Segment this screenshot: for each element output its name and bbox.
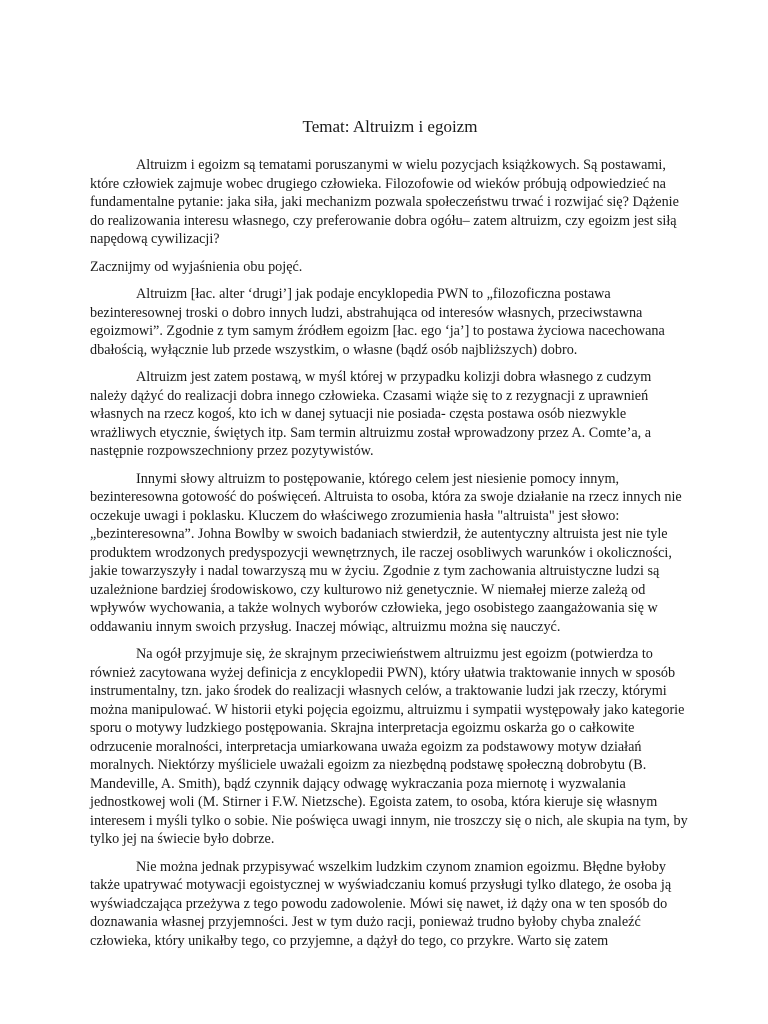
paragraph-altruism-selflessness: Innymi słowy altruizm to postępowanie, którego celem jest niesienie pomocy innym, bezinteresowna gotowość do poświęceń. Altruista to osoba, która za swoje działanie na rzecz innych nie oczekuje uwagi i poklasku. Kluczem do właściwego zrozumienia hasła "altruista" jest słowo: „bezinteresowna”. Johna Bowlby w swoich badaniach stwierdził, że autentyczny altruista jest nie tyle produktem wrodzonych predyspozycji wewnętrznych, ile raczej osobliwych warunków i okoliczności, jakie towarzyszyły i nadal towarzyszą mu w życiu. Zgodnie z tym zachowania altruistyczne ludzi są uzależnione bardziej środowiskowo, czy kulturowo niż genetycznie. W niemałej mierze zależą od wpływów wychowania, a także wolnych wyborów człowieka, jego osobistego zaangażowania się w oddawaniu innym swoich przysług. Inaczej mówiąc, altruizmu można się nauczyć. <box>90 470 682 635</box>
document-title: Temat: Altruizm i egoizm <box>302 117 478 136</box>
paragraph-egoism: Na ogół przyjmuje się, że skrajnym przeciwieństwem altruizmu jest egoizm (potwierdza to również zacytowana wyżej definicja z encyklopedii PWN), który ułatwia traktowanie innych w sposób instrumentalny, tzn. jako środek do realizacji własnych celów, a traktowanie ludzi jak rzeczy, którymi można manipulować. W historii etyki pojęcia egoizmu, altruizmu i sympatii występowały jako kategorie sporu o motywy ludzkiego postępowania. Skrajna interpretacja egoizmu oskarża go o całkowite odrzucenie moralności, interpretacja umiarkowana uważa egoizm za podstawowy motyw działań moralnych. Niektórzy myśliciele uważali egoizm za niezbędną podstawę społeczną dobrobytu (B. Mandeville, A. Smith), bądź czynnik dający odwagę wykraczania poza miernotę i wyzwalania jednostkowej woli (M. Stirner i F.W. Nietzsche). Egoista zatem, to osoba, która kieruje się własnym interesem i myśli tylko o sobie. Nie poświęca uwagi innym, nie troszczy się o nich, ale skupia na tym, by tylko jej na świecie było dobrze. <box>90 646 688 847</box>
paragraph-altruism-attitude: Altruizm jest zatem postawą, w myśl której w przypadku kolizji dobra własnego z cudzym należy dążyć do realizacji dobra innego człowieka. Czasami wiąże się to z rezygnacji z uprawnień własnych na rzecz kogoś, kto ich w danej sytuacji nie posiada- częsta postawa osób niezwykle wrażliwych etycznie, świętych itp. Sam termin altruizmu został wprowadzony przez A. Comte’a, a następnie rozpowszechniony przez pozytywistów. <box>90 369 652 459</box>
paragraph-definitions-lead: Zacznijmy od wyjaśnienia obu pojęć. <box>90 258 303 275</box>
document-page <box>90 116 690 959</box>
paragraph-intro: Altruizm i egoizm są tematami poruszanymi w wielu pozycjach książkowych. Są postawami, które człowiek zajmuje wobec drugiego człowieka. Filozofowie od wieków próbują odpowiedzieć na fundamentalne pytanie: jaka siła, jaki mechanizm pozwala społeczeństwu trwać i rozwijać się? Dążenie do realizowania interesu własnego, czy preferowanie dobra ogółu– zatem altruizm, czy egoizm jest siłą napędową cywilizacji? <box>90 157 679 247</box>
paragraph-egoism-motivation: Nie można jednak przypisywać wszelkim ludzkim czynom znamion egoizmu. Błędne byłoby także upatrywać motywacji egoistycznej w wyświadczaniu komuś przysługi tylko dlatego, że osoba ją wyświadczająca przeżywa z tego powodu zadowolenie. Mówi się nawet, iż dąży ona w ten sposób do doznawania własnej przyjemności. Jest w tym dużo racji, ponieważ trudno byłoby chyba znaleźć człowieka, który unikałby tego, co przyjemne, a dążył do tego, co przykre. Warto się zatem <box>90 858 672 949</box>
paragraph-altruism-definition: Altruizm [łac. alter ‘drugi’] jak podaje encyklopedia PWN to „filozoficzna postawa bezinteresownej troski o dobro innych ludzi, abstrahująca od interesów własnych, przeciwstawna egoizmowi”. Zgodnie z tym samym źródłem egoizm [łac. ego ‘ja’] to postawa życiowa nacechowana dbałością, wyłącznie lub przede wszystkim, o własne (bądź osób najbliższych) dobro. <box>90 286 665 358</box>
